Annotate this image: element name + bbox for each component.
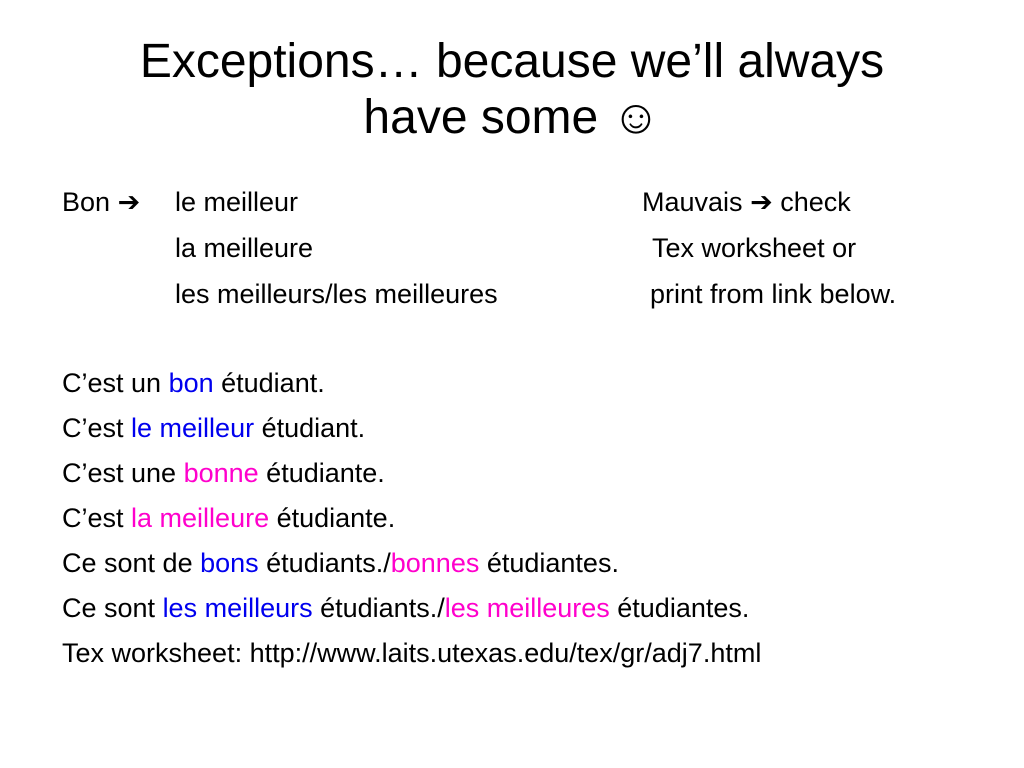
example-text: étudiantes. xyxy=(609,593,750,623)
les-meilleurs: les meilleurs/les meilleures xyxy=(175,279,498,309)
masculine-word: bon xyxy=(168,368,214,398)
example-text: C’est xyxy=(62,413,132,443)
feminine-word: les meilleures xyxy=(444,593,610,623)
example-line xyxy=(62,412,365,444)
mauvais-row xyxy=(642,186,851,218)
right-line-2: Tex worksheet or xyxy=(652,233,857,263)
example-text: étudiantes. xyxy=(479,548,619,578)
example-text: étudiants./ xyxy=(312,593,445,623)
bon-word: Bon xyxy=(62,187,111,217)
le-meilleur: le meilleur xyxy=(175,187,299,217)
title-line-1: Exceptions… because we’ll always xyxy=(139,35,885,88)
mauvais-word: Mauvais xyxy=(642,187,743,217)
masculine-word: le meilleur xyxy=(131,413,255,443)
example-line xyxy=(62,502,395,534)
feminine-word: bonne xyxy=(183,458,259,488)
example-text: étudiante. xyxy=(269,503,396,533)
masculine-word: les meilleurs xyxy=(162,593,313,623)
slide-title xyxy=(40,34,984,146)
example-text: Ce sont de xyxy=(62,548,201,578)
bon-row xyxy=(62,186,140,218)
example-line xyxy=(62,457,385,489)
arrow-right-icon: ➔ xyxy=(117,187,141,217)
right-line-3: print from link below. xyxy=(650,279,897,309)
example-text: Ce sont xyxy=(62,593,163,623)
example-text: étudiant. xyxy=(213,368,325,398)
feminine-word: la meilleure xyxy=(131,503,270,533)
example-text: C’est un xyxy=(62,368,169,398)
example-line xyxy=(62,592,749,624)
la-meilleure: la meilleure xyxy=(175,233,314,263)
worksheet-link-line: Tex worksheet: http://www.laits.utexas.edu/tex/gr/adj7.html xyxy=(62,638,762,668)
example-line xyxy=(62,367,325,399)
example-text: étudiante. xyxy=(258,458,385,488)
feminine-word: bonnes xyxy=(390,548,480,578)
example-line xyxy=(62,547,619,579)
title-line-2: have some ☺ xyxy=(363,91,661,144)
check-word: check xyxy=(780,187,851,217)
masculine-word: bons xyxy=(200,548,259,578)
example-text: C’est xyxy=(62,503,132,533)
arrow-right-icon: ➔ xyxy=(750,187,773,217)
example-text: étudiant. xyxy=(254,413,366,443)
example-text: C’est une xyxy=(62,458,184,488)
example-text: étudiants./ xyxy=(258,548,391,578)
